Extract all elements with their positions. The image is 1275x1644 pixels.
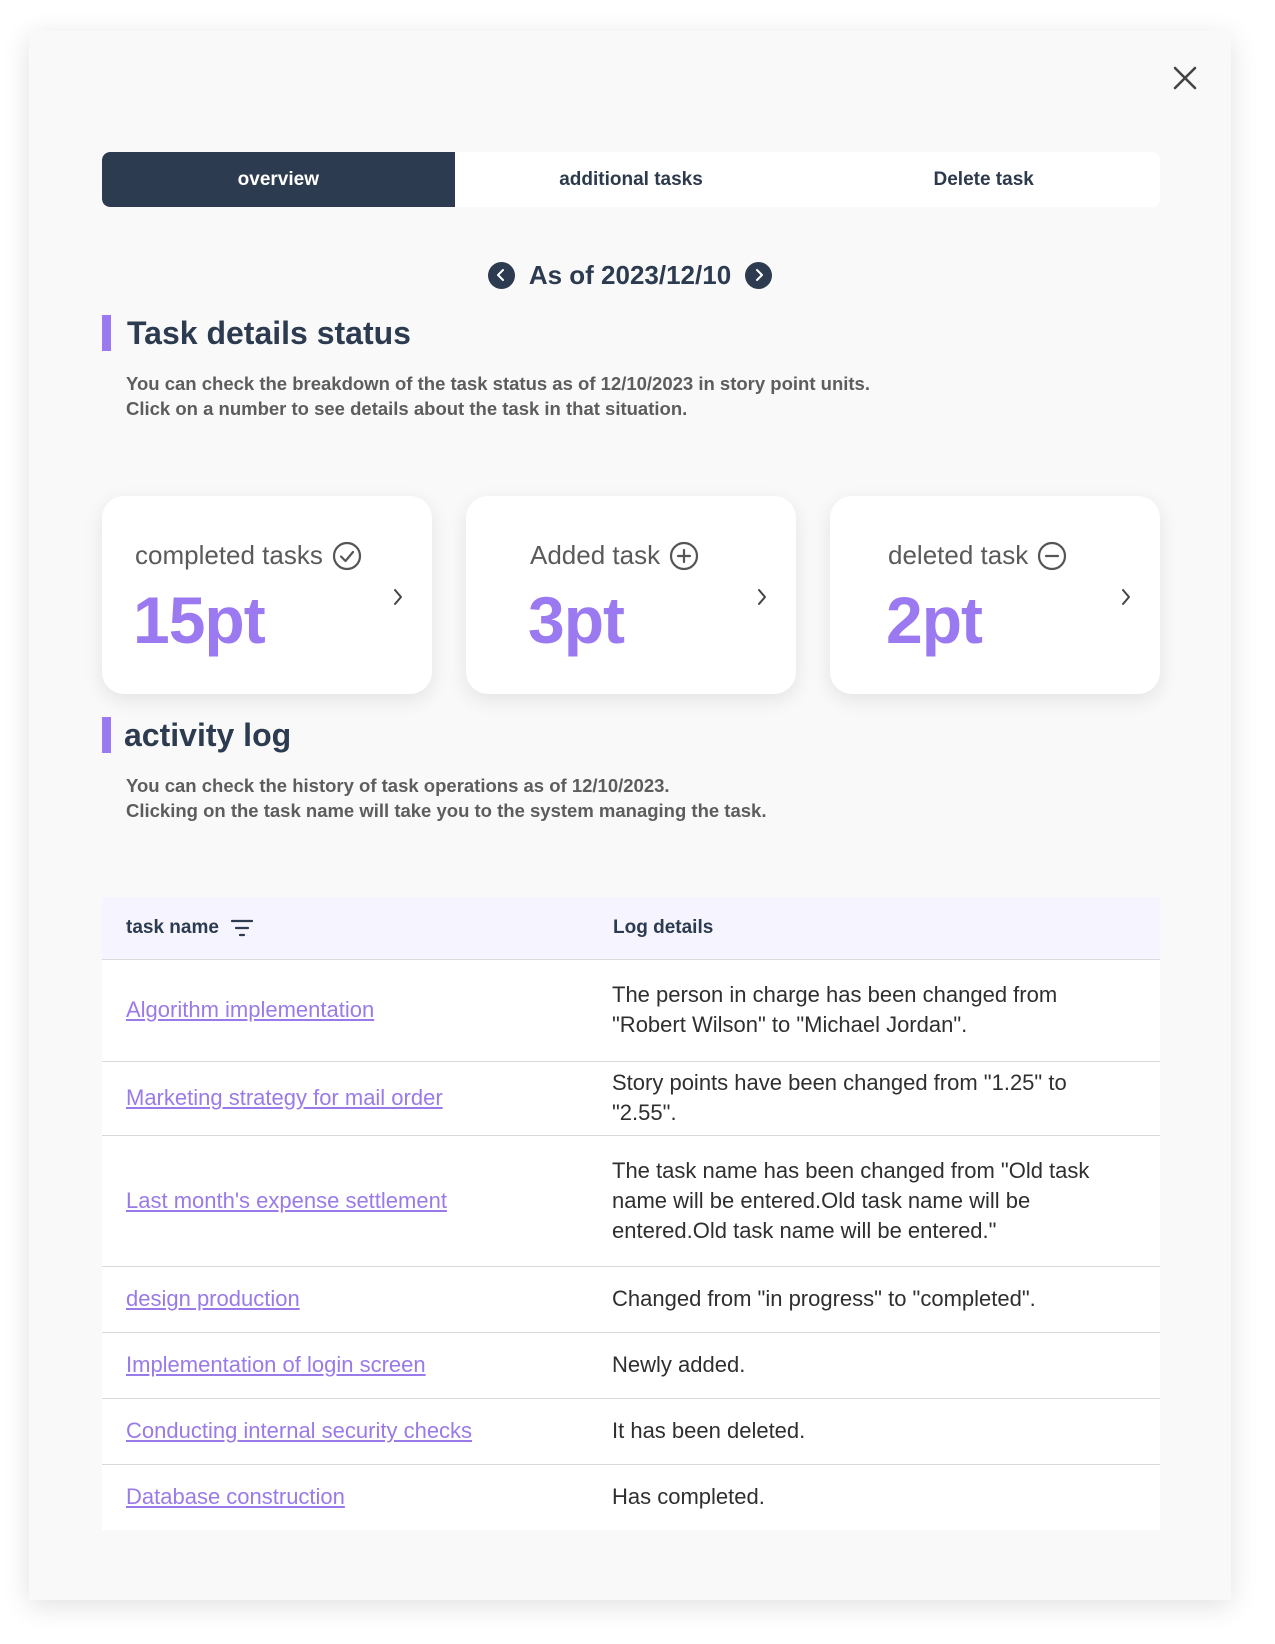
card-label	[530, 540, 699, 571]
table-row	[102, 1398, 1160, 1464]
completed-tasks-card[interactable]	[102, 496, 432, 694]
tab-additional-tasks[interactable]: additional tasks	[559, 168, 703, 190]
task-name-cell	[102, 1398, 612, 1464]
table-header-row	[102, 897, 1160, 959]
log-detail-cell: Changed from "in progress" to "completed".	[612, 1266, 1160, 1332]
task-link[interactable]: Conducting internal security checks	[126, 1418, 473, 1443]
date-label: As of 2023/12/10	[528, 259, 732, 290]
task-link[interactable]: design production	[126, 1286, 300, 1311]
next-date-button[interactable]	[745, 262, 772, 289]
log-section-title: activity log	[124, 716, 292, 753]
deleted-points-value[interactable]: 2pt	[886, 583, 982, 657]
chevron-right-icon	[754, 269, 764, 281]
status-section-header	[102, 315, 411, 351]
task-name-cell	[102, 1464, 612, 1530]
log-detail-cell: It has been deleted.	[612, 1398, 1160, 1464]
table-row	[102, 1266, 1160, 1332]
section-accent-bar	[102, 315, 111, 351]
task-name-header[interactable]	[126, 917, 253, 939]
task-name-cell	[102, 1266, 612, 1332]
filter-icon[interactable]	[231, 919, 253, 937]
log-detail-cell: The task name has been changed from "Old task name will be entered.Old task name will be entered.Old task name will be entered."	[612, 1135, 1160, 1266]
log-detail-cell: The person in charge has been changed from "Robert Wilson" to "Michael Jordan".	[612, 959, 1160, 1061]
previous-date-button[interactable]	[488, 262, 515, 289]
card-label	[135, 540, 362, 571]
log-detail-cell: Has completed.	[612, 1464, 1160, 1530]
task-name-cell	[102, 1135, 612, 1266]
chevron-left-icon	[496, 269, 506, 281]
log-desc-line-2: Clicking on the task name will take you to the system managing the task.	[126, 800, 767, 821]
section-accent-bar	[102, 717, 111, 753]
status-cards	[102, 496, 1160, 694]
completed-points-value[interactable]: 15pt	[133, 583, 265, 657]
card-label-text: deleted task	[888, 540, 1029, 570]
task-link[interactable]: Algorithm implementation	[126, 997, 375, 1022]
chevron-right-icon	[756, 588, 768, 606]
log-detail-cell: Story points have been changed from "1.25" to "2.55".	[612, 1061, 1160, 1135]
plus-circle-icon	[669, 541, 699, 571]
task-link[interactable]: Marketing strategy for mail order	[126, 1085, 443, 1110]
status-section-description	[126, 371, 1026, 421]
card-label-text: completed tasks	[135, 540, 323, 570]
chevron-right-icon	[1120, 588, 1132, 606]
tab-delete-task[interactable]: Delete task	[933, 168, 1034, 190]
table-row	[102, 959, 1160, 1061]
log-desc-line-1: You can check the history of task operations as of 12/10/2023.	[126, 775, 670, 796]
status-desc-line-2: Click on a number to see details about the task in that situation.	[126, 398, 688, 419]
task-name-cell	[102, 959, 612, 1061]
chevron-right-icon	[392, 588, 404, 606]
task-link[interactable]: Database construction	[126, 1484, 345, 1510]
card-label	[888, 540, 1067, 571]
card-label-text: Added task	[530, 540, 661, 570]
task-name-cell	[102, 1332, 612, 1398]
check-circle-icon	[332, 541, 362, 571]
tab-overview[interactable]: overview	[102, 152, 455, 207]
table-row	[102, 1332, 1160, 1398]
date-navigator	[29, 253, 1231, 297]
table-row	[102, 1135, 1160, 1266]
minus-circle-icon	[1037, 541, 1067, 571]
table-header	[102, 897, 1160, 959]
task-link[interactable]: Last month's expense settlement	[126, 1187, 447, 1213]
status-section-title: Task details status	[127, 314, 411, 351]
status-desc-line-1: You can check the breakdown of the task status as of 12/10/2023 in story point units.	[126, 373, 870, 394]
task-name-header-label: task name	[126, 916, 219, 938]
close-icon	[1173, 66, 1197, 90]
task-link[interactable]: Implementation of login screen	[126, 1352, 426, 1377]
table-row	[102, 1061, 1160, 1135]
log-detail-cell: Newly added.	[612, 1332, 1160, 1398]
close-button[interactable]	[1167, 60, 1203, 96]
task-name-cell	[102, 1061, 612, 1135]
log-section-header	[102, 717, 291, 753]
tab-bar	[102, 152, 1160, 207]
deleted-task-card[interactable]	[830, 496, 1160, 694]
log-section-description	[126, 773, 1026, 823]
added-task-card[interactable]	[466, 496, 796, 694]
activity-log-table	[102, 897, 1160, 1530]
task-detail-modal	[29, 31, 1231, 1600]
table-row	[102, 1464, 1160, 1530]
added-points-value[interactable]: 3pt	[528, 583, 624, 657]
log-details-header: Log details	[613, 916, 714, 938]
